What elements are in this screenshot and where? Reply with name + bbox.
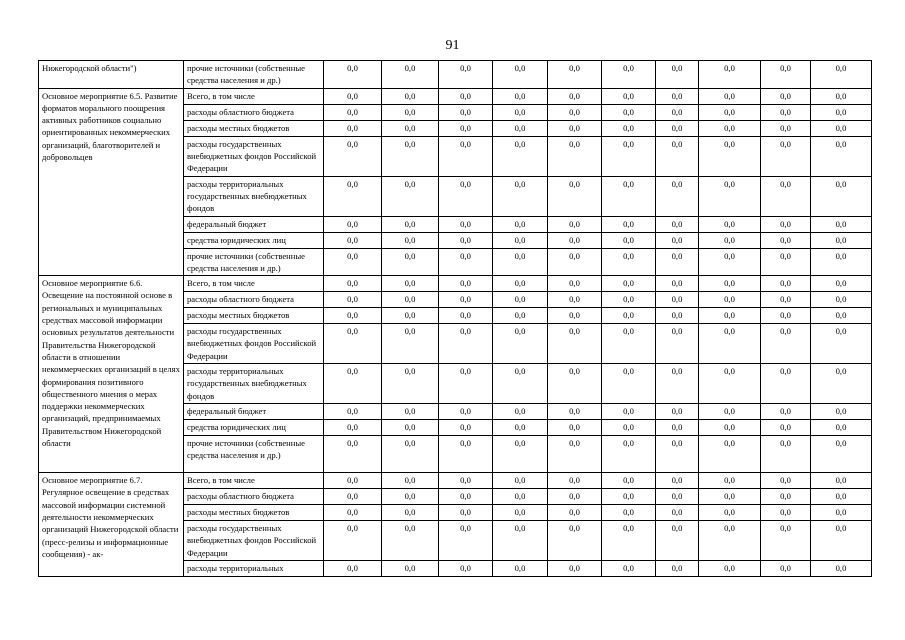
funding-source-cell: расходы областного бюджета [184, 104, 324, 120]
value-cell: 0,0 [761, 136, 811, 176]
value-cell: 0,0 [811, 324, 872, 364]
funding-source-cell: расходы территориальных государственных внебюджетных фондов [184, 364, 324, 404]
value-cell: 0,0 [656, 436, 699, 473]
value-cell: 0,0 [493, 248, 548, 276]
value-cell: 0,0 [656, 473, 699, 489]
value-cell: 0,0 [699, 248, 761, 276]
funding-source-cell: расходы территориальных [184, 561, 324, 577]
value-cell: 0,0 [382, 561, 439, 577]
value-cell: 0,0 [699, 308, 761, 324]
value-cell: 0,0 [493, 436, 548, 473]
value-cell: 0,0 [699, 232, 761, 248]
value-cell: 0,0 [382, 136, 439, 176]
value-cell: 0,0 [811, 232, 872, 248]
value-cell: 0,0 [439, 276, 493, 292]
funding-source-cell: средства юридических лиц [184, 420, 324, 436]
value-cell: 0,0 [811, 88, 872, 104]
activity-cell: Основное мероприятие 6.7. Регулярное освещение в средствах массовой информации системной деятельности некоммерческих организаций Нижегородской области (пресс-релизы и информационные сообщения) - ак- [39, 473, 184, 577]
value-cell: 0,0 [656, 276, 699, 292]
table-row [39, 276, 872, 292]
value-cell: 0,0 [493, 176, 548, 216]
value-cell: 0,0 [761, 248, 811, 276]
value-cell: 0,0 [761, 232, 811, 248]
table-row [39, 473, 872, 489]
value-cell: 0,0 [439, 521, 493, 561]
value-cell: 0,0 [324, 324, 382, 364]
value-cell: 0,0 [602, 104, 656, 120]
value-cell: 0,0 [699, 276, 761, 292]
value-cell: 0,0 [602, 216, 656, 232]
value-cell: 0,0 [811, 561, 872, 577]
value-cell: 0,0 [699, 404, 761, 420]
value-cell: 0,0 [811, 292, 872, 308]
value-cell: 0,0 [602, 136, 656, 176]
value-cell: 0,0 [602, 88, 656, 104]
value-cell: 0,0 [761, 420, 811, 436]
value-cell: 0,0 [699, 436, 761, 473]
value-cell: 0,0 [656, 216, 699, 232]
value-cell: 0,0 [493, 136, 548, 176]
value-cell: 0,0 [324, 473, 382, 489]
value-cell: 0,0 [382, 104, 439, 120]
value-cell: 0,0 [382, 232, 439, 248]
value-cell: 0,0 [439, 505, 493, 521]
value-cell: 0,0 [324, 404, 382, 420]
value-cell: 0,0 [548, 136, 602, 176]
funding-source-cell: прочие источники (собственные средства населения и др.) [184, 248, 324, 276]
value-cell: 0,0 [699, 505, 761, 521]
value-cell: 0,0 [656, 176, 699, 216]
value-cell: 0,0 [699, 88, 761, 104]
value-cell: 0,0 [699, 216, 761, 232]
value-cell: 0,0 [548, 104, 602, 120]
value-cell: 0,0 [602, 521, 656, 561]
value-cell: 0,0 [548, 216, 602, 232]
value-cell: 0,0 [656, 232, 699, 248]
value-cell: 0,0 [761, 104, 811, 120]
value-cell: 0,0 [382, 473, 439, 489]
value-cell: 0,0 [382, 489, 439, 505]
value-cell: 0,0 [656, 420, 699, 436]
value-cell: 0,0 [761, 308, 811, 324]
value-cell: 0,0 [656, 324, 699, 364]
activity-cell: Нижегородской области") [39, 61, 184, 89]
value-cell: 0,0 [699, 120, 761, 136]
value-cell: 0,0 [324, 561, 382, 577]
value-cell: 0,0 [548, 120, 602, 136]
value-cell: 0,0 [656, 292, 699, 308]
value-cell: 0,0 [602, 248, 656, 276]
value-cell: 0,0 [439, 232, 493, 248]
value-cell: 0,0 [439, 216, 493, 232]
funding-source-cell: расходы областного бюджета [184, 489, 324, 505]
value-cell: 0,0 [493, 505, 548, 521]
value-cell: 0,0 [656, 88, 699, 104]
value-cell: 0,0 [602, 61, 656, 89]
value-cell: 0,0 [382, 292, 439, 308]
funding-source-cell: Всего, в том числе [184, 473, 324, 489]
value-cell: 0,0 [493, 324, 548, 364]
value-cell: 0,0 [761, 561, 811, 577]
value-cell: 0,0 [439, 364, 493, 404]
value-cell: 0,0 [811, 136, 872, 176]
value-cell: 0,0 [439, 489, 493, 505]
value-cell: 0,0 [699, 521, 761, 561]
funding-source-cell: расходы местных бюджетов [184, 308, 324, 324]
value-cell: 0,0 [324, 505, 382, 521]
value-cell: 0,0 [656, 248, 699, 276]
value-cell: 0,0 [761, 436, 811, 473]
value-cell: 0,0 [656, 120, 699, 136]
value-cell: 0,0 [548, 88, 602, 104]
value-cell: 0,0 [548, 505, 602, 521]
value-cell: 0,0 [811, 404, 872, 420]
value-cell: 0,0 [761, 61, 811, 89]
value-cell: 0,0 [493, 364, 548, 404]
value-cell: 0,0 [811, 364, 872, 404]
value-cell: 0,0 [811, 521, 872, 561]
value-cell: 0,0 [548, 308, 602, 324]
value-cell: 0,0 [324, 292, 382, 308]
value-cell: 0,0 [493, 104, 548, 120]
value-cell: 0,0 [493, 308, 548, 324]
value-cell: 0,0 [602, 232, 656, 248]
value-cell: 0,0 [548, 364, 602, 404]
value-cell: 0,0 [699, 324, 761, 364]
value-cell: 0,0 [382, 364, 439, 404]
value-cell: 0,0 [548, 489, 602, 505]
value-cell: 0,0 [439, 292, 493, 308]
value-cell: 0,0 [382, 120, 439, 136]
value-cell: 0,0 [761, 276, 811, 292]
value-cell: 0,0 [382, 61, 439, 89]
funding-source-cell: расходы государственных внебюджетных фондов Российской Федерации [184, 521, 324, 561]
value-cell: 0,0 [493, 489, 548, 505]
value-cell: 0,0 [699, 104, 761, 120]
value-cell: 0,0 [602, 276, 656, 292]
value-cell: 0,0 [493, 61, 548, 89]
value-cell: 0,0 [811, 61, 872, 89]
funding-source-cell: Всего, в том числе [184, 276, 324, 292]
value-cell: 0,0 [656, 136, 699, 176]
value-cell: 0,0 [324, 489, 382, 505]
value-cell: 0,0 [439, 248, 493, 276]
value-cell: 0,0 [493, 292, 548, 308]
value-cell: 0,0 [382, 505, 439, 521]
funding-source-cell: федеральный бюджет [184, 404, 324, 420]
value-cell: 0,0 [439, 88, 493, 104]
value-cell: 0,0 [811, 216, 872, 232]
value-cell: 0,0 [548, 292, 602, 308]
value-cell: 0,0 [811, 120, 872, 136]
value-cell: 0,0 [811, 104, 872, 120]
value-cell: 0,0 [602, 404, 656, 420]
funding-source-cell: расходы государственных внебюджетных фондов Российской Федерации [184, 324, 324, 364]
value-cell: 0,0 [324, 276, 382, 292]
value-cell: 0,0 [761, 364, 811, 404]
value-cell: 0,0 [602, 324, 656, 364]
value-cell: 0,0 [811, 276, 872, 292]
value-cell: 0,0 [382, 324, 439, 364]
value-cell: 0,0 [602, 308, 656, 324]
funding-source-cell: прочие источники (собственные средства населения и др.) [184, 61, 324, 89]
value-cell: 0,0 [699, 61, 761, 89]
funding-source-cell: Всего, в том числе [184, 88, 324, 104]
value-cell: 0,0 [493, 276, 548, 292]
funding-source-cell: расходы государственных внебюджетных фондов Российской Федерации [184, 136, 324, 176]
value-cell: 0,0 [656, 561, 699, 577]
value-cell: 0,0 [761, 404, 811, 420]
funding-source-cell: расходы местных бюджетов [184, 505, 324, 521]
value-cell: 0,0 [382, 404, 439, 420]
value-cell: 0,0 [493, 420, 548, 436]
value-cell: 0,0 [656, 505, 699, 521]
value-cell: 0,0 [382, 176, 439, 216]
value-cell: 0,0 [602, 364, 656, 404]
value-cell: 0,0 [811, 420, 872, 436]
value-cell: 0,0 [548, 436, 602, 473]
table-row [39, 88, 872, 104]
value-cell: 0,0 [699, 473, 761, 489]
value-cell: 0,0 [656, 489, 699, 505]
value-cell: 0,0 [493, 521, 548, 561]
value-cell: 0,0 [548, 248, 602, 276]
value-cell: 0,0 [324, 216, 382, 232]
value-cell: 0,0 [602, 436, 656, 473]
funding-source-cell: расходы территориальных государственных внебюджетных фондов [184, 176, 324, 216]
value-cell: 0,0 [602, 473, 656, 489]
value-cell: 0,0 [324, 120, 382, 136]
value-cell: 0,0 [811, 505, 872, 521]
value-cell: 0,0 [382, 308, 439, 324]
value-cell: 0,0 [699, 176, 761, 216]
value-cell: 0,0 [324, 521, 382, 561]
value-cell: 0,0 [548, 521, 602, 561]
value-cell: 0,0 [656, 308, 699, 324]
value-cell: 0,0 [656, 404, 699, 420]
value-cell: 0,0 [439, 324, 493, 364]
funding-source-cell: расходы местных бюджетов [184, 120, 324, 136]
value-cell: 0,0 [382, 216, 439, 232]
value-cell: 0,0 [602, 176, 656, 216]
value-cell: 0,0 [382, 248, 439, 276]
value-cell: 0,0 [324, 232, 382, 248]
value-cell: 0,0 [602, 420, 656, 436]
value-cell: 0,0 [699, 292, 761, 308]
value-cell: 0,0 [439, 308, 493, 324]
value-cell: 0,0 [602, 489, 656, 505]
value-cell: 0,0 [602, 561, 656, 577]
value-cell: 0,0 [761, 521, 811, 561]
value-cell: 0,0 [493, 216, 548, 232]
funding-source-cell: прочие источники (собственные средства населения и др.) [184, 436, 324, 473]
value-cell: 0,0 [382, 436, 439, 473]
value-cell: 0,0 [439, 420, 493, 436]
value-cell: 0,0 [439, 176, 493, 216]
value-cell: 0,0 [382, 521, 439, 561]
value-cell: 0,0 [548, 473, 602, 489]
value-cell: 0,0 [548, 324, 602, 364]
value-cell: 0,0 [439, 61, 493, 89]
funding-source-cell: средства юридических лиц [184, 232, 324, 248]
value-cell: 0,0 [761, 489, 811, 505]
activity-cell: Основное мероприятие 6.5. Развитие форматов морального поощрения активных работников социально ориентированных некоммерческих организаций, благотворителей и добровольцев [39, 88, 184, 276]
budget-table [38, 60, 872, 577]
value-cell: 0,0 [699, 364, 761, 404]
value-cell: 0,0 [324, 61, 382, 89]
value-cell: 0,0 [811, 436, 872, 473]
value-cell: 0,0 [324, 176, 382, 216]
budget-table-body [39, 61, 872, 577]
value-cell: 0,0 [493, 561, 548, 577]
value-cell: 0,0 [548, 561, 602, 577]
value-cell: 0,0 [699, 489, 761, 505]
value-cell: 0,0 [656, 61, 699, 89]
value-cell: 0,0 [548, 404, 602, 420]
funding-source-cell: федеральный бюджет [184, 216, 324, 232]
value-cell: 0,0 [602, 120, 656, 136]
value-cell: 0,0 [602, 505, 656, 521]
value-cell: 0,0 [656, 364, 699, 404]
value-cell: 0,0 [382, 420, 439, 436]
value-cell: 0,0 [493, 88, 548, 104]
value-cell: 0,0 [811, 308, 872, 324]
value-cell: 0,0 [493, 404, 548, 420]
value-cell: 0,0 [602, 292, 656, 308]
value-cell: 0,0 [761, 473, 811, 489]
value-cell: 0,0 [493, 473, 548, 489]
value-cell: 0,0 [811, 473, 872, 489]
value-cell: 0,0 [439, 561, 493, 577]
value-cell: 0,0 [382, 88, 439, 104]
value-cell: 0,0 [699, 561, 761, 577]
value-cell: 0,0 [548, 276, 602, 292]
value-cell: 0,0 [761, 324, 811, 364]
value-cell: 0,0 [493, 120, 548, 136]
value-cell: 0,0 [324, 308, 382, 324]
value-cell: 0,0 [439, 436, 493, 473]
value-cell: 0,0 [493, 232, 548, 248]
value-cell: 0,0 [548, 176, 602, 216]
table-row [39, 61, 872, 89]
value-cell: 0,0 [761, 88, 811, 104]
value-cell: 0,0 [439, 136, 493, 176]
page-number: 91 [445, 38, 460, 53]
value-cell: 0,0 [439, 404, 493, 420]
value-cell: 0,0 [382, 276, 439, 292]
value-cell: 0,0 [324, 136, 382, 176]
value-cell: 0,0 [699, 136, 761, 176]
value-cell: 0,0 [324, 420, 382, 436]
value-cell: 0,0 [324, 104, 382, 120]
value-cell: 0,0 [324, 248, 382, 276]
value-cell: 0,0 [761, 505, 811, 521]
funding-source-cell: расходы областного бюджета [184, 292, 324, 308]
value-cell: 0,0 [761, 120, 811, 136]
value-cell: 0,0 [699, 420, 761, 436]
value-cell: 0,0 [656, 521, 699, 561]
value-cell: 0,0 [548, 232, 602, 248]
value-cell: 0,0 [811, 248, 872, 276]
value-cell: 0,0 [324, 364, 382, 404]
value-cell: 0,0 [548, 61, 602, 89]
value-cell: 0,0 [324, 88, 382, 104]
value-cell: 0,0 [811, 176, 872, 216]
value-cell: 0,0 [811, 489, 872, 505]
value-cell: 0,0 [439, 120, 493, 136]
value-cell: 0,0 [439, 104, 493, 120]
value-cell: 0,0 [439, 473, 493, 489]
activity-cell: Основное мероприятие 6.6. Освещение на постоянной основе в региональных и муниципальных средствах массовой информации основных результатов деятельности Правительства Нижегородской области в отношении некоммерческих организаций в целях формирования позитивного общественного мнения о мерах поддержки некоммерческих организаций, предпринимаемых Правительством Нижегородской области [39, 276, 184, 473]
value-cell: 0,0 [761, 216, 811, 232]
value-cell: 0,0 [761, 176, 811, 216]
value-cell: 0,0 [761, 292, 811, 308]
value-cell: 0,0 [548, 420, 602, 436]
value-cell: 0,0 [656, 104, 699, 120]
value-cell: 0,0 [324, 436, 382, 473]
